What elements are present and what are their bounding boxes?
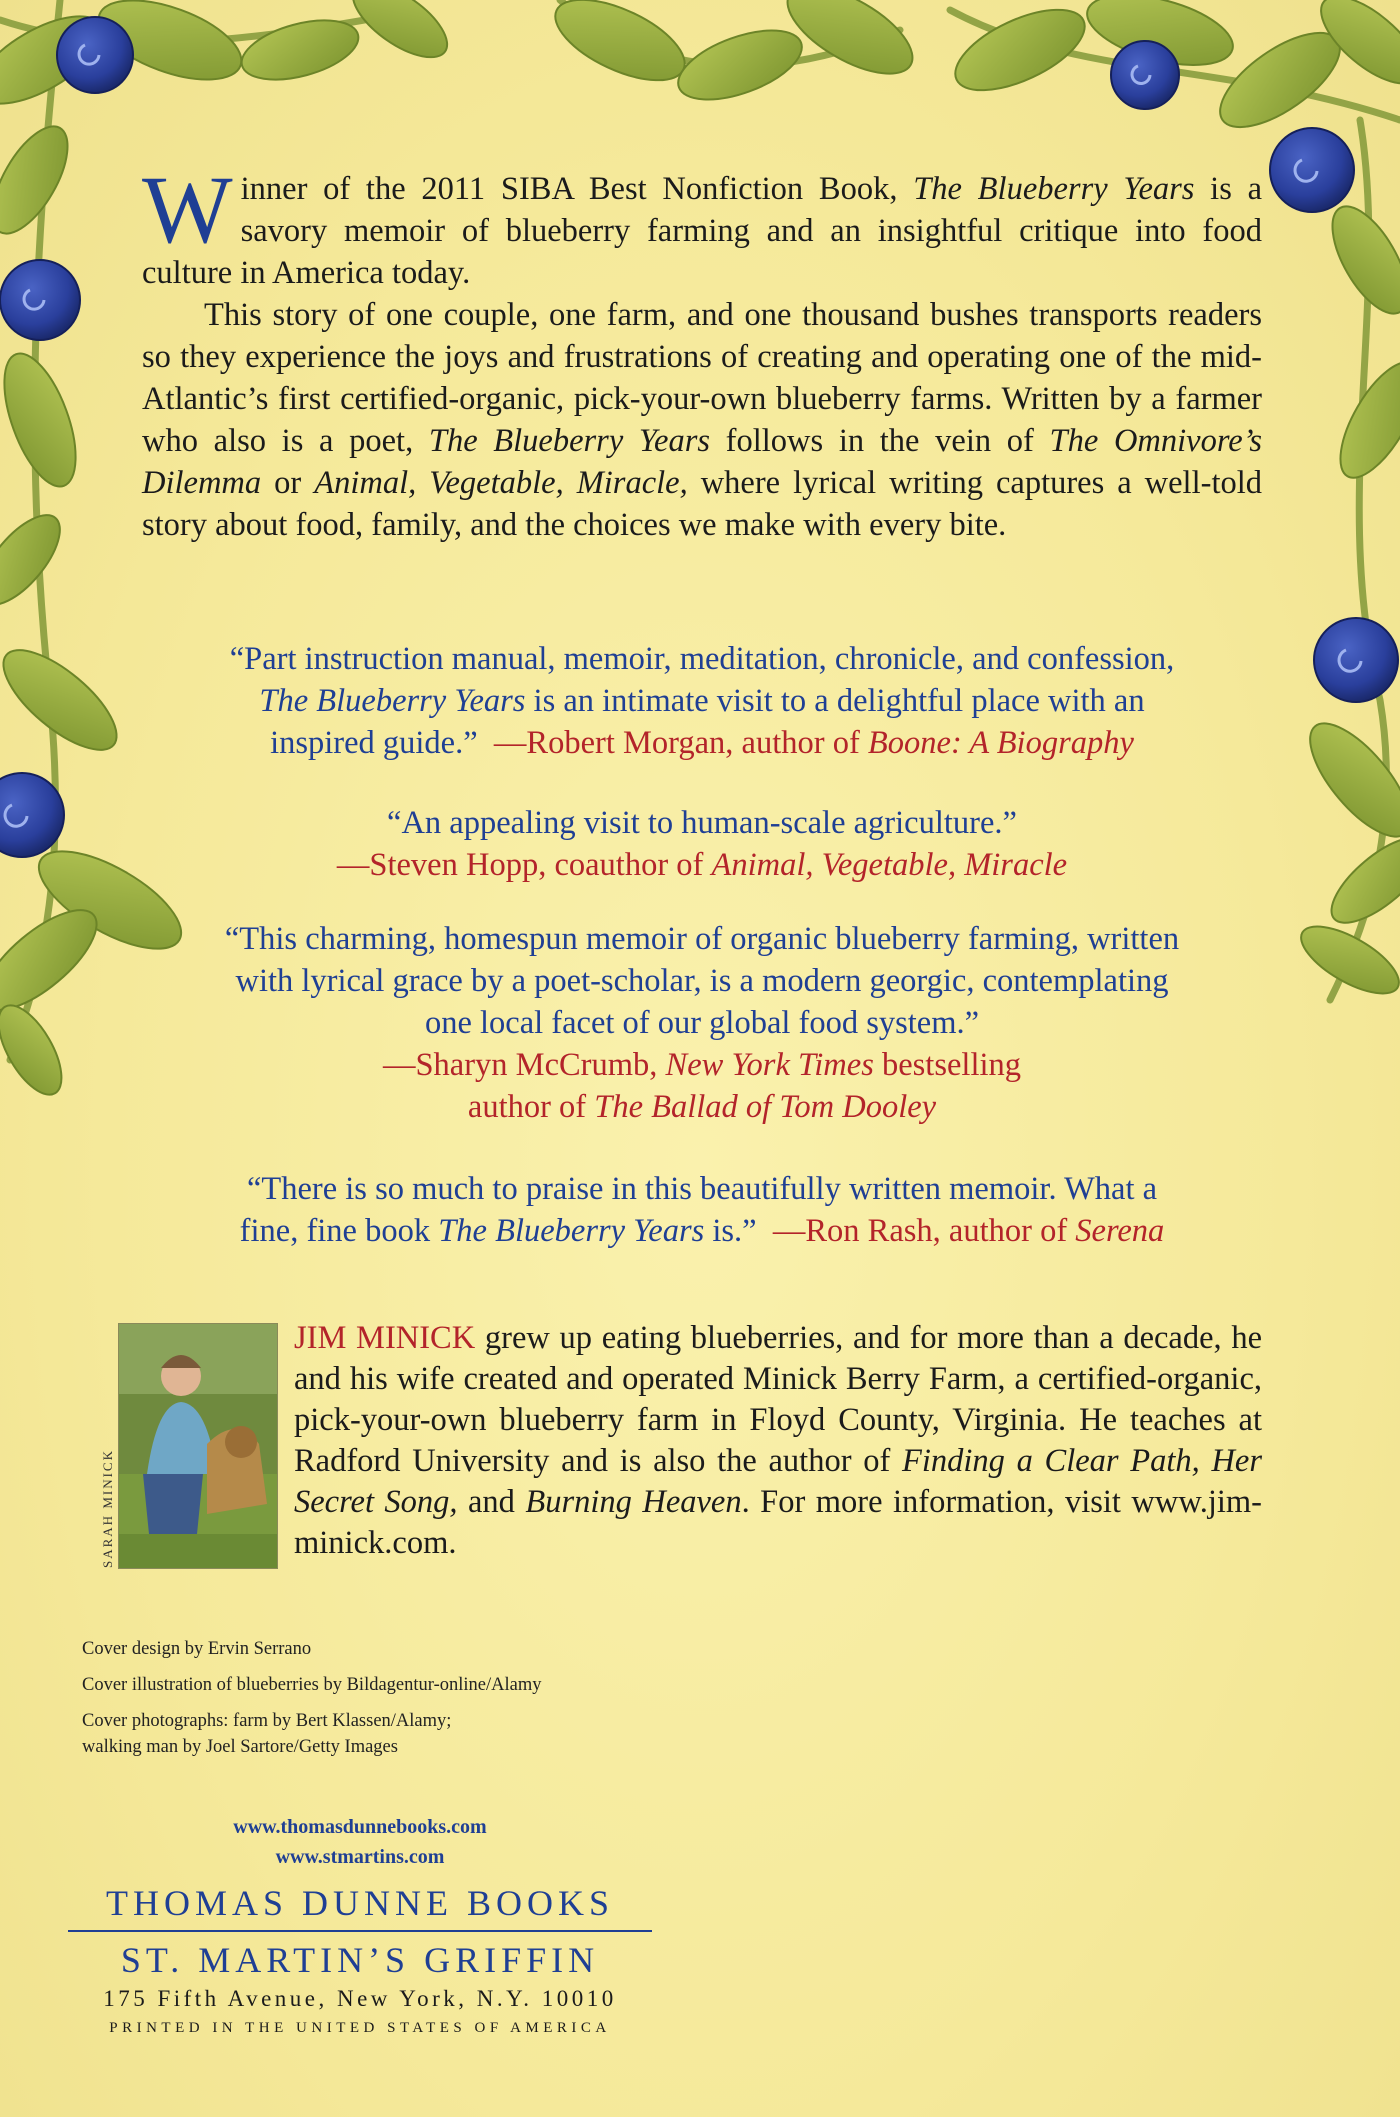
blurb-line [142, 844, 1262, 886]
attribution-title: Serena [1075, 1213, 1165, 1249]
summary-text: or [261, 465, 315, 501]
blurb-sharyn-mccrumb [142, 918, 1262, 1128]
credit-illustration: Cover illustration of blueberries by Bildagentur-online/Alamy [82, 1675, 542, 1695]
blurb-line [142, 1210, 1262, 1252]
blurb-attribution [142, 1086, 1262, 1128]
publisher-url[interactable]: www.thomasdunnebooks.com [233, 1816, 487, 1838]
imprint-thomas-dunne: THOMAS DUNNE BOOKS [105, 1883, 615, 1923]
cover-credits [82, 1636, 541, 1760]
credit-photos-line: walking man by Joel Sartore/Getty Images [82, 1737, 398, 1757]
summary-text: is a savory memoir of blueberry farming and an insightful critique into food culture in America today. [142, 171, 1263, 291]
publisher-url[interactable]: www.stmartins.com [275, 1846, 445, 1868]
blurb-text: is.” [704, 1213, 757, 1249]
blurb-line: one local facet of our global food system.” [424, 1005, 980, 1041]
blurb-line: “This charming, homespun memoir of organic blueberry farming, written [224, 921, 1180, 957]
printed-in: PRINTED IN THE UNITED STATES OF AMERICA [109, 2020, 611, 2036]
book-title: Finding a Clear Path, Her Secret Song, [294, 1443, 1262, 1520]
drop-cap: W [142, 156, 233, 263]
blurb-line: “Part instruction manual, memoir, meditation, chronicle, and confession, [229, 641, 1175, 677]
blurb-line [142, 722, 1262, 764]
publisher-address: 175 Fifth Avenue, New York, N.Y. 10010 [103, 1986, 617, 2011]
credit-photos [82, 1708, 541, 1760]
attribution-title: Boone: A Biography [867, 725, 1134, 761]
blurb-text: is an intimate visit to a delightful place with an [525, 683, 1145, 719]
blurb-line: with lyrical grace by a poet-scholar, is a modern georgic, contemplating [235, 963, 1169, 999]
attribution-text: author of [467, 1089, 595, 1125]
blurb-attribution: —Ron Rash, author of [772, 1213, 1076, 1249]
bio-text: . For more information, visit www.jim-minick.com. [294, 1484, 1262, 1561]
credit-design: Cover design by Ervin Serrano [82, 1639, 312, 1659]
book-title: The Omnivore’s Dilemma [142, 423, 1262, 501]
imprint-st-martins: ST. MARTIN’S GRIFFIN [120, 1940, 600, 1980]
blurb-steven-hopp [142, 802, 1262, 886]
attribution-title: New York Times [665, 1047, 874, 1083]
blurb-line: “There is so much to praise in this beautifully written memoir. What a [246, 1171, 1158, 1207]
author-bio [294, 1318, 1262, 1564]
author-photo [118, 1323, 278, 1569]
summary-paragraph-2 [142, 294, 1262, 546]
book-title: The Blueberry Years [428, 423, 710, 459]
publisher-urls [60, 1812, 660, 1872]
attribution-text: —Sharyn McCrumb, [382, 1047, 666, 1083]
book-title: The Blueberry Years [259, 683, 526, 719]
summary-text: inner of the 2011 SIBA Best Nonfiction Book, [240, 171, 914, 207]
bio-text: grew up eating blueberries, and for more than a decade, he and his wife created and operated Minick Berry Farm, a certified-organic, pick-your-own blueberry farm in Floyd County, Virginia. He teaches at Radford University and is also the author of [294, 1320, 1263, 1479]
blurb-line [142, 680, 1262, 722]
publisher-imprints [60, 1880, 660, 1982]
book-summary [142, 156, 1263, 546]
blurb-attribution [142, 1044, 1262, 1086]
summary-text: This story of one couple, one farm, and one thousand bushes transports readers so they experience the joys and frustrations of creating and operating one of the mid-Atlantic’s first certified-organic, pick-your-own blueberry farms. Written by a farmer who also is a poet, [142, 297, 1262, 459]
author-name: JIM MINICK [294, 1320, 476, 1356]
book-title: The Blueberry Years [913, 171, 1195, 207]
attribution-title: The Ballad of Tom Dooley [594, 1089, 937, 1125]
summary-text: follows in the vein of [709, 423, 1050, 459]
imprint-divider [68, 1930, 652, 1932]
blurb-line: “An appealing visit to human-scale agriculture.” [387, 805, 1017, 841]
summary-paragraph-1 [142, 156, 1263, 294]
attribution-text: bestselling [873, 1047, 1021, 1083]
blurb-ron-rash [142, 1168, 1262, 1252]
credit-photos-line: Cover photographs: farm by Bert Klassen/Alamy; [82, 1711, 452, 1731]
attribution-title: Animal, Vegetable, Miracle [711, 847, 1068, 883]
blurb-attribution: —Steven Hopp, coauthor of [336, 847, 712, 883]
book-title: The Blueberry Years [438, 1213, 705, 1249]
photo-credit: SARAH MINICK [100, 1449, 115, 1568]
summary-text: where lyrical writing captures a well-told story about food, family, and the choices we make with every bite. [142, 465, 1262, 543]
blurb-attribution: —Robert Morgan, author of [493, 725, 868, 761]
blurb-text: fine, fine book [239, 1213, 439, 1249]
blurb-robert-morgan [142, 638, 1262, 764]
blurb-text: inspired guide.” [270, 725, 478, 761]
bio-text: and [457, 1484, 526, 1520]
book-title: Animal, Vegetable, Miracle, [314, 465, 688, 501]
book-title: Burning Heaven [525, 1484, 742, 1520]
